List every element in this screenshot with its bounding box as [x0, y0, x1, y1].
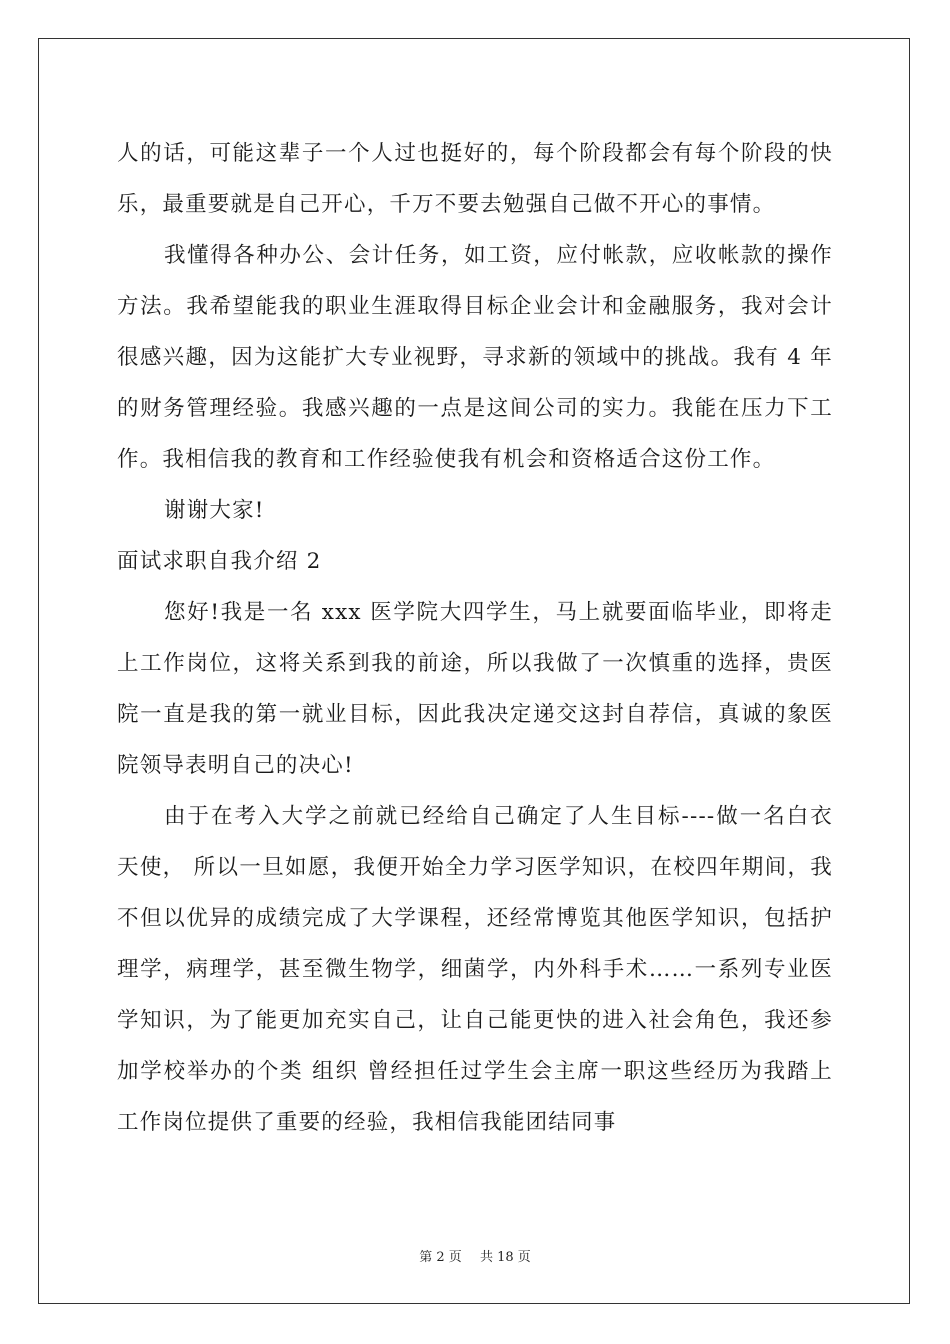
- paragraph-4: 您好!我是一名 xxx 医学院大四学生，马上就要面临毕业，即将走上工作岗位，这将关系到我的前途，所以我做了一次慎重的选择，贵医院一直是我的第一就业目标，因此我决定递交这封自荐信，真诚的象医院领导表明自己的决心!: [117, 600, 833, 778]
- page-footer: [0, 1246, 950, 1265]
- document-body: [117, 128, 833, 1148]
- section-heading: 面试求职自我介绍 2: [117, 549, 322, 574]
- page-number: 第 2 页: [419, 1250, 462, 1265]
- paragraph-1: 人的话，可能这辈子一个人过也挺好的，每个阶段都会有每个阶段的快乐，最重要就是自己开心，千万不要去勉强自己做不开心的事情。: [117, 141, 833, 217]
- paragraph-2: 我懂得各种办公、会计任务，如工资，应付帐款，应收帐款的操作方法。我希望能我的职业生涯取得目标企业会计和金融服务，我对会计很感兴趣，因为这能扩大专业视野，寻求新的领域中的挑战。我有 4 年的财务管理经验。我感兴趣的一点是这间公司的实力。我能在压力下工作。我相信我的教育和工作经验使我有机会和资格适合这份工作。: [117, 243, 833, 472]
- page-total: 共 18 页: [479, 1250, 531, 1265]
- paragraph-5: 由于在考入大学之前就已经给自己确定了人生目标----做一名白衣天使， 所以一旦如愿，我便开始全力学习医学知识，在校四年期间，我不但以优异的成绩完成了大学课程，还经常博览其他医学知识，包括护理学，病理学，甚至微生物学，细菌学，内外科手术……一系列专业医学知识，为了能更加充实自己，让自己能更快的进入社会角色，我还参加学校举办的个类 组织 曾经担任过学生会主席一职这些经历为我踏上工作岗位提供了重要的经验，我相信我能团结同事: [117, 804, 833, 1135]
- paragraph-3: 谢谢大家!: [164, 498, 265, 523]
